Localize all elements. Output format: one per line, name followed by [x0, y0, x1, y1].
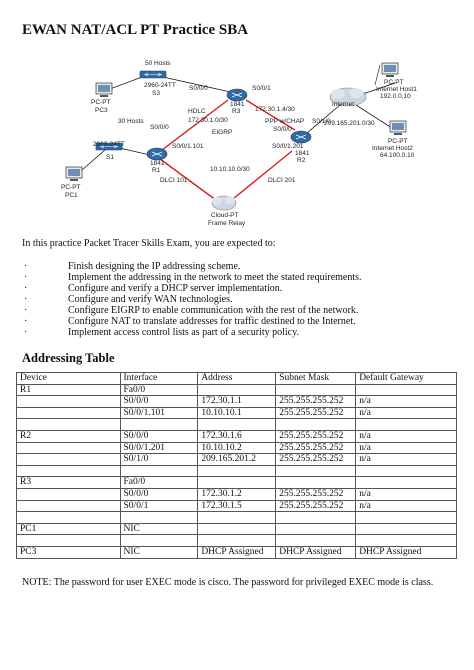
table-cell: 255.255.255.252 — [276, 442, 356, 454]
r2-s010-label: S0/1/0 — [312, 118, 331, 125]
table-cell — [276, 465, 356, 477]
table-row — [17, 442, 457, 454]
pc3-type-label: PC-PT — [91, 99, 111, 106]
r2-name-label: R2 — [297, 157, 306, 164]
dlci101-label: DLCI 101 — [160, 177, 188, 184]
table-cell: S0/1/0 — [120, 454, 198, 466]
column-header: Default Gateway — [356, 373, 457, 385]
switch-s3-icon — [140, 71, 166, 78]
hosts50-label: 50 Hosts — [145, 60, 171, 67]
table-cell: S0/0/1.101 — [120, 407, 198, 419]
table-cell — [356, 465, 457, 477]
r2-model-label: 1841 — [295, 150, 310, 157]
table-cell: PC3 — [17, 546, 121, 558]
cloud-type-label: Cloud-PT — [211, 212, 239, 219]
pc1-icon — [66, 167, 82, 181]
list-item: · Configure EIGRP to enable communication with the rest of the network. — [24, 305, 359, 316]
table-cell — [198, 465, 276, 477]
list-item: · Configure and verify a DHCP server implementation. — [24, 283, 283, 294]
table-cell — [17, 407, 121, 419]
table-cell: 255.255.255.252 — [276, 396, 356, 408]
table-cell — [17, 465, 121, 477]
host1-name-label: Internet Host1 — [376, 86, 417, 93]
table-row — [17, 535, 457, 547]
table-cell — [198, 512, 276, 524]
dlci201-label: DLCI 201 — [268, 177, 296, 184]
table-cell — [17, 454, 121, 466]
column-header: Subnet Mask — [276, 373, 356, 385]
table-cell: n/a — [356, 430, 457, 442]
list-item: · Finish designing the IP addressing scheme. — [24, 261, 241, 272]
link-pc3-s3 — [110, 77, 142, 89]
router-r1-icon — [147, 148, 167, 160]
table-cell — [17, 512, 121, 524]
table-cell: n/a — [356, 488, 457, 500]
table-cell: DHCP Assigned — [276, 546, 356, 558]
table-cell: n/a — [356, 442, 457, 454]
table-cell: 209.165.201.2 — [198, 454, 276, 466]
pc3-name-label: PC3 — [95, 107, 108, 114]
table-cell: R3 — [17, 477, 121, 489]
table-cell: Fa0/0 — [120, 477, 198, 489]
table-cell — [276, 384, 356, 396]
table-row — [17, 396, 457, 408]
table-cell — [198, 535, 276, 547]
router-r3-icon — [227, 89, 247, 101]
network-topology-diagram — [60, 55, 440, 230]
r1-name-label: R1 — [152, 167, 161, 174]
topology-links — [82, 65, 395, 203]
r3-name-label: R3 — [232, 108, 241, 115]
hosts30-label: 30 Hosts — [118, 118, 144, 125]
table-cell: S0/0/0 — [120, 430, 198, 442]
column-header: Address — [198, 373, 276, 385]
table-row — [17, 419, 457, 431]
table-cell: 255.255.255.252 — [276, 407, 356, 419]
pc3-icon — [96, 83, 112, 97]
table-cell — [276, 477, 356, 489]
s1-name-label: S1 — [106, 154, 114, 161]
table-cell: n/a — [356, 500, 457, 512]
table-cell: S0/0/1.201 — [120, 442, 198, 454]
table-cell — [120, 465, 198, 477]
table-cell: S0/0/0 — [120, 488, 198, 500]
internet-host1-icon — [382, 63, 398, 77]
isp-network-label: 209.165.201.0/30 — [324, 120, 375, 127]
addressing-table-heading: Addressing Table — [22, 351, 115, 365]
table-cell: DHCP Assigned — [356, 546, 457, 558]
list-item: · Implement the addressing in the network to meet the stated requirements. — [24, 272, 362, 283]
table-cell — [120, 419, 198, 431]
table-row — [17, 430, 457, 442]
s1-model-label: 2960-24TT — [93, 141, 125, 148]
table-cell: R2 — [17, 430, 121, 442]
table-header-row — [17, 373, 457, 385]
hdlc-label: HDLC — [188, 108, 206, 115]
table-cell: n/a — [356, 407, 457, 419]
table-row — [17, 546, 457, 558]
table-cell: Fa0/0 — [120, 384, 198, 396]
r3-s000-label: S0/0/0 — [189, 85, 208, 92]
table-row — [17, 465, 457, 477]
fr-network-label: 10.10.10.0/30 — [210, 166, 250, 173]
host1-type-label: PC-PT — [384, 79, 404, 86]
table-cell: 10.10.10.1 — [198, 407, 276, 419]
r2-s000-label: S0/0/0 — [273, 126, 292, 133]
table-cell — [356, 477, 457, 489]
table-cell — [356, 419, 457, 431]
intro-text: In this practice Packet Tracer Skills Exam, you are expected to: — [22, 238, 276, 249]
table-cell: 172.30.1.1 — [198, 396, 276, 408]
table-cell — [198, 477, 276, 489]
router-r2-icon — [291, 131, 311, 143]
table-row — [17, 512, 457, 524]
host2-name-label: Internet Host2 — [372, 145, 413, 152]
addressing-table — [16, 372, 457, 559]
table-cell — [356, 535, 457, 547]
table-cell — [17, 419, 121, 431]
table-cell — [17, 442, 121, 454]
s3-model-label: 2960-24TT — [144, 82, 176, 89]
s3-name-label: S3 — [152, 90, 160, 97]
table-cell — [17, 396, 121, 408]
list-item: · Configure and verify WAN technologies. — [24, 294, 233, 305]
table-cell — [198, 384, 276, 396]
column-header: Interface — [120, 373, 198, 385]
table-cell — [356, 523, 457, 535]
table-cell: 255.255.255.252 — [276, 500, 356, 512]
table-cell — [120, 512, 198, 524]
table-cell — [17, 500, 121, 512]
ppp-network-label: 172.30.1.4/30 — [255, 106, 295, 113]
table-cell: S0/0/0 — [120, 396, 198, 408]
r1-s001-label: S0/0/1.101 — [172, 143, 204, 150]
table-cell: 172.30.1.5 — [198, 500, 276, 512]
list-item: · Configure NAT to translate addresses for traffic destined to the Internet. — [24, 316, 356, 327]
table-cell: n/a — [356, 396, 457, 408]
table-cell: 255.255.255.252 — [276, 454, 356, 466]
frame-relay-cloud-icon — [212, 196, 236, 210]
table-row — [17, 523, 457, 535]
table-cell — [198, 523, 276, 535]
pc1-name-label: PC1 — [65, 192, 78, 199]
table-row — [17, 407, 457, 419]
r3-s001-label: S0/0/1 — [252, 85, 271, 92]
list-item: · Implement access control lists as part of a security policy. — [24, 327, 299, 338]
table-cell: 255.255.255.252 — [276, 488, 356, 500]
task-list — [22, 261, 362, 338]
eigrp-label: EIGRP — [212, 129, 233, 136]
table-cell — [356, 384, 457, 396]
table-cell: DHCP Assigned — [198, 546, 276, 558]
host2-type-label: PC-PT — [388, 138, 408, 145]
table-cell: 172.30.1.2 — [198, 488, 276, 500]
r2-s001-label: S0/0/1.201 — [272, 143, 304, 150]
table-cell — [276, 535, 356, 547]
column-header: Device — [17, 373, 121, 385]
table-cell: 255.255.255.252 — [276, 430, 356, 442]
table-cell — [17, 535, 121, 547]
internet-label: Internet — [332, 101, 355, 108]
table-cell: NIC — [120, 546, 198, 558]
host2-ip-label: 64.100.0.10 — [380, 152, 415, 159]
table-cell: S0/0/1 — [120, 500, 198, 512]
table-row — [17, 488, 457, 500]
r3-model-label: 1841 — [230, 101, 245, 108]
ppp-label: PPP w/CHAP — [265, 118, 305, 125]
table-cell: R1 — [17, 384, 121, 396]
table-cell — [276, 419, 356, 431]
table-cell — [17, 488, 121, 500]
table-cell — [198, 419, 276, 431]
internet-host2-icon — [390, 121, 406, 135]
table-cell: n/a — [356, 454, 457, 466]
table-cell — [276, 523, 356, 535]
r1-s000-label: S0/0/0 — [150, 124, 169, 131]
table-cell: NIC — [120, 523, 198, 535]
page-title: EWAN NAT/ACL PT Practice SBA — [22, 22, 249, 38]
r1-model-label: 1841 — [150, 160, 165, 167]
table-cell: 10.10.10.2 — [198, 442, 276, 454]
table-cell — [356, 512, 457, 524]
password-note: NOTE: The password for user EXEC mode is cisco. The password for privileged EXEC mode is class. — [22, 577, 434, 588]
table-cell — [120, 535, 198, 547]
table-cell — [276, 512, 356, 524]
table-cell: PC1 — [17, 523, 121, 535]
pc1-type-label: PC-PT — [61, 184, 81, 191]
host1-ip-label: 192.0.0.10 — [380, 93, 411, 100]
hdlc-network-label: 172.30.1.0/30 — [188, 117, 228, 124]
table-row — [17, 454, 457, 466]
link-pc1-s1 — [82, 150, 105, 170]
table-row — [17, 384, 457, 396]
table-row — [17, 500, 457, 512]
cloud-name-label: Frame Relay — [208, 220, 246, 227]
table-cell: 172.30.1.6 — [198, 430, 276, 442]
table-row — [17, 477, 457, 489]
